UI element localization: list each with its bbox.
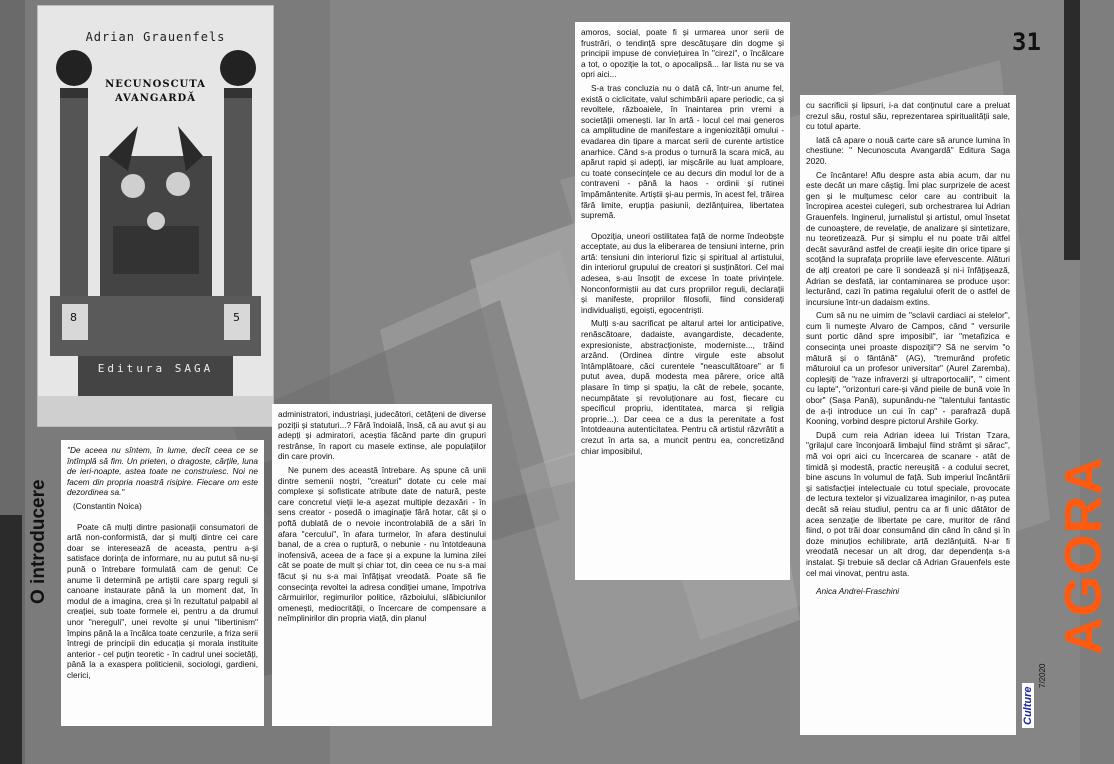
magazine-title: AGORA — [1055, 456, 1113, 655]
cover-title — [38, 78, 273, 106]
paragraph: Mulți s-au sacrificat pe altarul artei lor anticipative, renăscătoare, dadaiste, avangardiste, decadente, expresioniste, abstracționiste, moderniste..., trăind arzând. (Ordinea dintre virgule este absolut întâmplătoare, căci curentele "neascultătoare" ar fi putut avea, după modesta mea părere, orice altă plasare în timp și spațiu, la cât de rebele, șocante, necumpătate și revoluționare au fost, fiecare cu specificul propriu, identitatea, marca și religia proprie...). Dar ceea ce a dus la perenitate a fost întotdeauna autenticitatea. Pentru că artistul răzvrătit a crezut în arta sa, a muncit pentru ea, concretizând chiar imposibilul, — [581, 318, 784, 456]
article-column-1 — [61, 440, 264, 726]
right-edge-tab — [1064, 0, 1080, 260]
cover-title-line: NECUNOSCUTA — [105, 79, 206, 90]
pillar-right — [224, 96, 252, 326]
paragraph: Cum să nu ne uimim de "sclavii cardiaci ai stelelor", cum îi numește Alvaro de Campos, când " versurile sunt portic dând spre imposibil", iar "metafizica e consecința unei proaste dispoziții"? Să ne servim "o mătură și o fântână" (AG), "tremurând profetic măturoiul ca un profesor universitar" (Aurel Zaremba), copleșiți de "raze infraverzi și ultraportocalii", " ciment cu lapte", "orizonturi care-și vând pieile de bună voie în obor" (Sașa Pană), supunându-ne "talentului fantastic de a-ți introduce un cui în cap" - parafrază după Kooning, vorbind despre pictorul Arshile Gorky. — [806, 310, 1010, 427]
cover-publisher: Editura SAGA — [97, 362, 214, 375]
brand-logo: Culture — [1022, 684, 1034, 729]
article-column-4 — [800, 95, 1016, 735]
epigraph-quote: "De aceea nu sîntem, în lume, decît ceea ce se întîmplă să fim. Un prieten, o dragoste, cărțile, luna de ieri-noapte, astea toate ne construiesc. Noi ne facem din propria noastră risipire. Fiecare om este dezordinea sa." — [67, 445, 258, 498]
article-column-3 — [575, 22, 790, 580]
left-edge-tab — [0, 515, 22, 764]
cover-title-line: AVANGARDĂ — [115, 93, 196, 104]
section-title: O introducere — [28, 479, 49, 604]
cover-author: Adrian Grauenfels — [85, 30, 226, 44]
cover-digit-left: 8 — [70, 311, 77, 324]
epigraph-author: (Constantin Noica) — [73, 500, 142, 511]
paragraph: administratori, industriași, judecători, cetățeni de diverse poziții și statuturi...? Fără îndoială, însă, că au avut și au adepți și admiratori, aceștia făcând parte din grupuri restrânse, în raport cu masele extinse, ale populațiilor din care provin. — [278, 409, 486, 462]
paragraph: Ne punem des această întrebare. Aș spune că unii dintre semenii noștri, "creaturi" dotate cu cele mai complexe și sofisticate atribute date de natură, peste care concretul vieții le-a așezat multiple dezaxări - în sens creator - posedă o imaginație fără hotar, cât și o poftă dublată de o nevoie incontrolabilă de a sări în afara "cercului", în afara turmelor, în afara destinului banal, de a crea o ruptură, o nebunie - nu întotdeauna inofensivă, aceea de a face și a expune la lumina zilei cât se poate de mult și chiar tot, din ceea ce nu s-a mai făcut și nu s-a mai înfățișat vreodată. Poate să fie consecința revoltei la adresa condiției umane, împotriva cârmuirilor, regimurilor politice, războiului, slăbiciunilor omenești, mediocrității, o încercare de compensare a neîmplinirilor din propria viață, din planul — [278, 464, 486, 624]
issue-number: 7/2020 — [1038, 663, 1047, 688]
author-signature: Anica Andrei-Fraschini — [816, 586, 900, 597]
cover-digit-right: 5 — [233, 311, 240, 324]
paragraph: cu sacrificii și lipsuri, i-a dat conținutul care a preluat crezul său, rostul său, reprezentarea spiritualității sale, cu totul aparte. — [806, 100, 1010, 132]
paragraph: Opoziția, uneori ostilitatea față de norme îndeobște acceptate, au dus la eliberarea de tensiuni interne, prin artă: tensiuni din interiorul fizic și spiritual al artistului, din interiorul grupului de creatori și susținători. Cel mai adesea, s-au însoțit de excese în toate privințele. Nonconformiștii au dat curs propriilor reguli, declarații și manifeste, propriilor filosofii, fiind considerați individualiști, egoiști, egocentriști. — [581, 230, 784, 315]
paragraph: S-a tras concluzia nu o dată că, într-un anume fel, există o ciclicitate, valul schimbării apare periodic, ca și revoltele, războaiele, în înaintarea prin vremi a societății omenești. Iar în artă - locul cel mai generos ca amplitudine de manifestare a ingeniozității omului - evadarea din tipare a marcat serii de curente artistice anarhice. Când s-a produs o turnură la scara mică, au apărut rapid și adepți, iar mișcările au luat amploare, cu toate consecințele ce au decurs din modul lor de a contraveni - până la haos - ordinii și rutinei împământenite. Artiștii și-au permis, în acest fel, trăirea fără limite, erupția pasiunii, dezlănțuirea, libertatea supremă. — [581, 82, 784, 221]
paragraph: Iată că apare o nouă carte care să arunce lumina în chestiune: " Necunoscuta Avangardă" Editura Saga 2020. — [806, 134, 1010, 166]
article-column-2 — [272, 404, 492, 726]
paragraph: Ce încântare! Aflu despre asta abia acum, dar nu este decât un mare câștig. Îmi plac surprizele de acest gen și le mulțumesc celor care au contribuit la încropirea acestei culegeri, sub orchestrarea lui Adrian Grauenfels. Inginerul, jurnalistul și artistul, omul însetat de cunoaștere, de revelație, de analizare și sintetizare, nu teoretizează. Pur și simplu el nu poate trăi altfel decât savurând astfel de creații ieșite din orice tipare și scoțând la suprafața propriile lave efervescente. Alături de alți creatori pe care îi sondează și ni-i înfățișează, Adrian se desfată, iar contaminarea se produce ușor: lecturând, cazi în patima regalului oferit de o astfel de incursiune într-un dadaism extins. — [806, 169, 1010, 307]
paragraph: amoros, social, poate fi și urmarea unor serii de frustrări, o tendință spre descătușare din dogme și principii impuse de conviețuirea în "cirezi", o încălcare a tot, o opoziție la tot, o apocalipsă... Iar lista nu se va opri aici... — [581, 27, 784, 80]
book-cover — [37, 5, 274, 427]
paragraph: După cum reia Adrian ideea lui Tristan Tzara, "grilajul care înconjoară limbajul fiind strâmt și sărac", mă voi opri aici cu încercarea de scanare - atât de timidă și modestă, practic nereușită - a codului secret, bine ascuns în volumul de față. Sub imperiul încântării și satisfacției intelectuale cu totul speciale, provocate de lectura textelor și vizualizarea imaginilor, n-aș putea decât să reiau studiul, pentru ca ar fi unic dătător de acea senzație de libertate pe care, muritor de rând fiind, o pot trăi doar consumând din când în când și în doze minuțios echilibrate, artă dezlănțuită. N-ar fi vreodată necesar un alt drog, dar dependența s-a instalat. Și trebuie să declar că Adrian Grauenfels este cel mai vinovat, pentru asta. — [806, 429, 1010, 578]
pillar-left — [60, 96, 88, 326]
paragraph: Poate că mulți dintre pasionații consumatori de artă non-conformistă, dar și mulți dintre cei care doar se interesează de aceasta, pentru a-și satisface dorința de informare, nu au putut să nu-și pună o întrebare formulată cam de genul: Ce anume îi determină pe artiștii care sparg reguli și canoane instaurate până la un moment dat, în modul de a imagina, crea și în rezultatul palpabil al creației, sub toate formele ei, pentru a da drumul unor "nereguli", unei revolte și unui "libertinism" împins până la a încălca toate cenzurile, a friza serii întregi de principii din educația și morala instituite anterior - cel puțin teoretic - în cadrul unei societăți, până la a exaspera politicienii, sociologi, gardieni, clerici, — [67, 521, 258, 680]
page-number: 31 — [1012, 28, 1041, 56]
